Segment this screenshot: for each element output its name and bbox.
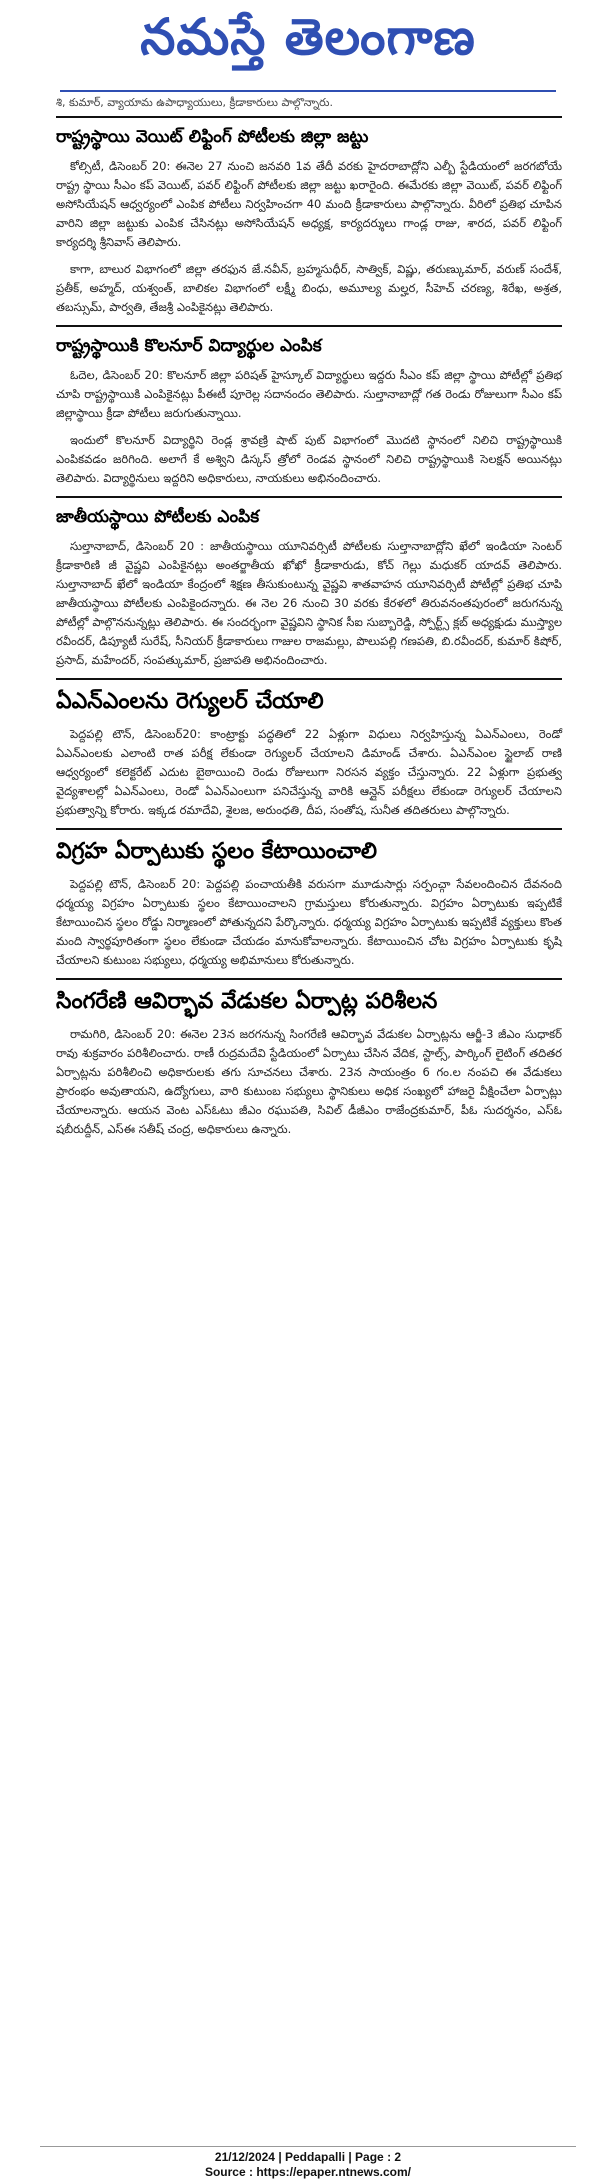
cut-off-text: శి, కుమార్, వ్యాయామ ఉపాధ్యాయులు, క్రీడాకారులు పాల్గొన్నారు. — [56, 96, 333, 109]
paragraph: కోల్సిటీ, డిసెంబర్ 20: ఈనెల 27 నుంచి జనవరి 1వ తేదీ వరకు హైదరాబాద్లోని ఎల్బీ స్టేడియంలో జరగబోయే రాష్ట్ర స్థాయి సీఎం కప్ వెయిట్, పవర్ లిఫ్టింగ్ పోటీలకు జిల్లా జట్టు ఖరారైంది. ఈమేరకు జిల్లా వెయిట్, పవర్ లిఫ్టింగ్ అసోసియేషన్ ఆధ్వర్యంలో ఎంపిక పోటీలు నిర్వహించగా 40 మంది క్రీడాకారులు పాల్గొన్నారు. వీరిలో ప్రతిభ చూపిన వారిని జిల్లా జట్టుకు ఎంపిక చేసినట్లు అసోసియేషన్ అధ్యక్ష, కార్యదర్శులు గాండ్ల రాజు, శారద, పవర్ లిఫ్టింగ్ కార్యదర్శి శ్రీనివాస్ తెలిపారు. — [56, 159, 562, 249]
headline: సింగరేణి ఆవిర్భావ వేడుకల ఏర్పాట్ల పరిశీలన — [56, 989, 438, 1014]
footer-divider — [40, 2146, 576, 2147]
paragraph: ఓదెల, డిసెంబర్ 20: కొలనూర్ జిల్లా పరిషత్ హైస్కూల్ విద్యార్థులు ఇద్దరు సీఎం కప్ జిల్లా స్థాయి పోటీల్లో ప్రతిభ చూపి రాష్ట్రస్థాయికి ఎంపికైనట్లు పీఈటీ పూరెల్ల సదానందం తెలిపారు. సుల్తానాబాద్లో గత రెండు రోజులుగా సీఎం కప్ జిల్లాస్థాయి క్రీడా పోటీలు జరుగుతున్నాయి. — [56, 368, 562, 420]
footer-source: Source : https://epaper.ntnews.com/ — [204, 2165, 412, 2179]
paragraph: కాగా, బాలుర విభాగంలో జిల్లా తరఫున జే.నవీన్, బ్రహ్మసుధీర్, సాత్విక్, విష్ణు, తరుణ్కుమార్, వరుణ్ సందేశ్, ప్రతీక్, అహ్మద్, యశ్వంత్, బాలికల విభాగంలో లక్ష్మీ బింధు, అమూల్య మల్హర, సీహెచ్ చరణ్య, శిరేఖ, అశ్రత, తబస్సుమ్, పార్వతి, తేజశ్రీ ఎంపికైనట్లు తెలిపారు. — [56, 262, 562, 314]
paragraph: పెద్దపల్లి టౌన్, డిసెంబర్ 20: పెద్దపల్లి పంచాయతీకి వరుసగా మూడుసార్లు సర్పంచ్గా సేవలందించిన దేవనంది ధర్మయ్య విగ్రహం ఏర్పాటుకు స్థలం కేటాయించాలని గ్రామస్తులు కోరుతున్నారు. విగ్రహం ఏర్పాటుకు ఇప్పటికే కేటాయించిన స్థలం రోడ్డు నిర్మాణంలో పోతున్నదని పేర్కొన్నారు. ధర్మయ్య విగ్రహం ఏర్పాటుకు ఇప్పటికే వ్యక్తులు కొంత మంది స్వార్థపూరితంగా స్థలం లేకుండా చేయడం మానుకోవాలన్నారు. కేటాయించిన చోట విగ్రహం ఏర్పాటుకు కృషి చేయాలని కుటుంబ సభ్యులు, ధర్మయ్య అభిమానులు కోరుతున్నారు. — [56, 877, 562, 967]
article-weightlifting — [56, 116, 562, 317]
headline: ఏఎన్ఎంలను రెగ్యులర్ చేయాలి — [56, 689, 324, 714]
masthead — [0, 0, 616, 86]
paragraph: రామగిరి, డిసెంబర్ 20: ఈనెల 23న జరగనున్న సింగరేణి ఆవిర్భావ వేడుకల ఏర్పాట్లను ఆర్జీ-3 జీఎం సుధాకర్ రావు శుక్రవారం పరిశీలించారు. రాణీ రుద్రమదేవి స్టేడియంలో ఏర్పాటు చేసిన వేదిక, స్టాల్స్, పార్కింగ్ లైటింగ్ తదితర ఏర్పాట్లను పరిశీలించి అధికారులకు తగు సూచనలు చేశారు. 23న సాయంత్రం 6 గం.ల నంపచి ఈ వేడుకలు ప్రారంభం అవుతాయని, ఉద్యోగులు, వారి కుటుంబ సభ్యులు స్థానికులు అధిక సంఖ్యలో హాజరై వీక్షించేలా ఏర్పాట్లు చేయాలన్నారు. ఆయన వెంట ఎస్ఓటు జీఎం రఘుపతి, సివిల్ డీజీఎం రాజేంద్రకుమార్, పీఓ సుదర్శనం, ఎస్ఓ షబీరుద్దీన్, ఎస్ఈ సతీష్ చంద్ర, అధికారులు ఉన్నారు. — [56, 1027, 562, 1136]
paragraph: సుల్తానాబాద్, డిసెంబర్ 20 : జాతీయస్థాయి యూనివర్సిటీ పోటీలకు సుల్తానాబాద్లోని ఖేలో ఇండియా సెంటర్ క్రీడాకారిణి జీ వైష్ణవి ఎంపికైనట్లు అంతర్జాతీయ ఖోఖో క్రీడాకారుడు, కోచ్ గెల్లు మధుకర్ యాదవ్ తెలిపారు. సుల్తానాబాద్ ఖేలో ఇండియా కేంద్రంలో శిక్షణ తీసుకుంటున్న వైష్ణవి శాతవాహన యూనివర్సిటీ పోటీల్లో ప్రతిభ చూపి జాతీయస్థాయి పోటీలకు ఎంపికైందన్నారు. ఈ నెల 26 నుంచి 30 వరకు కేరళలో తిరువనంతపురంలో జరుగనున్న పోటీల్లో పాల్గొననున్నట్లు తెలిపారు. ఈ సందర్భంగా వైష్ణవిని స్థానిక సీఐ సుబ్బారెడ్డి, స్పోర్ట్స్ క్లబ్ అధ్యక్షుడు ముస్త్యాల రవీందర్, డిప్యూటీ సురేష్, సీనియర్ క్రీడాకారులు గాజుల రాజమల్లు, పొలుపల్లి గణపతి, బి.రవీందర్, కుమార్ కిషోర్, ప్రసాద్, మహేందర్, సంపత్కుమార్, ప్రజాపతి అభినందించారు. — [56, 539, 562, 667]
footer-date-edition: 21/12/2024 | Peddapalli | Page : 2 — [214, 2150, 402, 2164]
headline: విగ్రహ ఏర్పాటుకు స్థలం కేటాయించాలి — [56, 839, 378, 864]
headline: రాష్ట్రస్థాయికి కొలనూర్ విద్యార్థుల ఎంపిక — [56, 336, 322, 356]
article-national-selection — [56, 496, 562, 670]
masthead-title: నమస్తే తెలంగాణ — [140, 7, 476, 66]
paragraph: ఇందులో కొలనూర్ విద్యార్థిని రెండ్ల శ్రావణ్రి షాట్ పుట్ విభాగంలో మొదటి స్థానంలో నిలిచి రాష్ట్రస్థాయికి ఎంపికవడం జరిగింది. అలాగే కే అశ్విని డిస్కస్ త్రోలో రెండవ స్థానంలో నిలిచి రాష్ట్రస్థాయికి సెలక్షన్ అయినట్లు తెలిపారు. విద్యార్థినులు ఇద్దరిని అధికారులు, నాయకులు అభినందించారు. — [56, 433, 562, 485]
headline: జాతీయస్థాయి పోటీలకు ఎంపిక — [56, 507, 260, 527]
masthead-divider — [60, 90, 556, 92]
headline: రాష్ట్రస్థాయి వెయిట్ లిఫ్టింగ్ పోటీలకు జిల్లా జట్టు — [56, 127, 369, 147]
article-anm-regularise — [56, 678, 562, 820]
article-kolanur-students — [56, 325, 562, 488]
article-singareni-celebrations — [56, 978, 562, 1139]
article-column — [56, 96, 562, 1147]
paragraph: పెద్దపల్లి టౌన్, డిసెంబర్20: కాంట్రాక్టు పద్ధతిలో 22 ఏళ్లుగా విధులు నిర్వహిస్తున్న ఏఎన్ఎంలు, రెండో ఏఎన్ఎంలకు ఎలాంటి రాత పరీక్ష లేకుండా రెగ్యులర్ చేయాలని డిమాండ్ చేశారు. ఏఎన్ఎంల స్టైలాబ్ రాణి ఆధ్వర్యంలో కలెక్టరేట్ ఎదుట బైఠాయించి రెండు రోజులుగా నిరసన వ్యక్తం చేస్తున్నారు. 22 ఏళ్లుగా ప్రభుత్వ వైద్యశాలల్లో ఏఎన్ఎంలు, రెండో ఏఎన్ఎంలుగా పనిచేస్తున్న వారికి ఆన్లైన్ పరీక్షలు లేకుండా రెగ్యులర్ చేయాలని ప్రభుత్వాన్ని కోరారు. ఇక్కడ రమాదేవి, శైలజ, అరుంధతి, దీప, సంతోష, సునీత తదితరులు పాల్గొన్నారు. — [56, 727, 562, 817]
article-statue-site — [56, 828, 562, 970]
